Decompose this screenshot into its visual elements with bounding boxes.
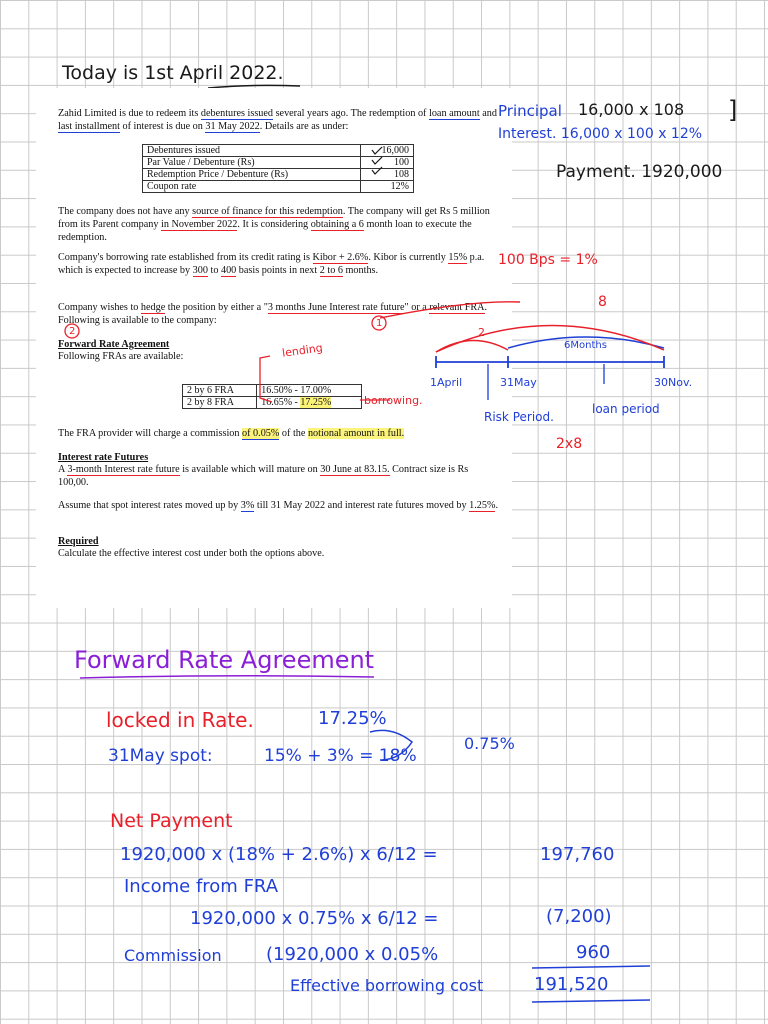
lending-label: lending [281,341,324,360]
locked-rate-label: locked in Rate. [106,708,254,732]
circle-label-2: 2 [69,326,76,337]
table-row: 2 by 8 FRA 16.65% - 17.25% [183,397,362,409]
timeline-1april: 1April [430,376,463,389]
spot-rate-label: 31May spot: [108,746,213,766]
six-months-label: 6Months [564,340,607,351]
borrowing-rate-paragraph: Company's borrowing rate established from its credit rating is Kibor + 2.6%. Kibor is currently 15% p.a. which is expected to increase by 300 to 400 basis points in next 2 to 6 months. [58,252,485,276]
income-result: (7,200) [546,906,612,927]
net-payment-label: Net Payment [110,810,233,832]
commission-calc: (1920,000 x 0.05% [266,944,439,965]
table-row: Debentures issued 16,000 [143,145,414,157]
intro-paragraph: Zahid Limited is due to redeem its debentures issued several years ago. The redemption of loan amount and last installment of interest is due on 31 May 2022. Details are as under: [58,108,497,132]
payment-note: Payment. 1920,000 [556,162,723,182]
bracket-mark: ] [728,96,738,124]
fra-heading: Forward Rate Agreement [58,339,170,350]
effective-cost-label: Effective borrowing cost [290,976,484,995]
net-payment-calc: 1920,000 x (18% + 2.6%) x 6/12 = [120,844,438,865]
work-title: Forward Rate Agreement [74,646,375,674]
table-row: 2 by 6 FRA 16.50% - 17.00% [183,385,362,397]
commission-paragraph: The FRA provider will charge a commission of 0.05% of the notional amount in full. [58,428,405,439]
required-text: Calculate the effective interest cost under both the options above. [58,548,325,559]
assume-paragraph: Assume that spot interest rates moved up by 3% till 31 May 2022 and interest rate futures moved by 1.25%. [58,500,498,511]
commission-label: Commission [124,946,222,965]
locked-rate-value: 17.25% [318,708,387,729]
principal-note: Principal [498,102,562,120]
interest-note: Interest. 16,000 x 100 x 12% [498,126,703,142]
bps-note: 100 Bps = 1% [498,252,598,268]
fra-subheading: Following FRAs are available: [58,351,184,362]
required-heading: Required [58,536,99,547]
principal-calc: 16,000 x 108 [578,100,685,119]
table-row: Coupon rate 12% [143,181,414,193]
risk-period-label: Risk Period. [484,410,554,424]
effective-cost-result: 191,520 [534,974,609,995]
net-payment-result: 197,760 [540,844,615,865]
table-row: Par Value / Debenture (Rs) 100 [143,157,414,169]
timeline-31may: 31May [500,376,537,389]
rate-difference: 0.75% [464,734,515,753]
timeline-30nov: 30Nov. [654,376,693,389]
commission-result: 960 [576,942,611,963]
debentures-text: debentures issued [200,108,274,119]
label-2: 2 [478,326,485,339]
borrowing-label: borrowing. [364,394,423,407]
irf-heading: Interest rate Futures [58,452,149,463]
date-note: Today is 1st April 2022. [62,62,284,84]
hedge-paragraph: Company wishes to hedge the position by either a "3 months June Interest rate future" or a relevant FRA. Following is available to the company: [58,302,488,326]
circle-label-1: 1 [376,318,383,329]
loan-period-label: loan period [592,402,660,416]
table-row: Redemption Price / Debenture (Rs) 108 [143,169,414,181]
income-calc: 1920,000 x 0.75% x 6/12 = [190,908,439,929]
irf-paragraph: A 3-month Interest rate future is available which will mature on 30 June at 83.15. Contract size is Rs 100,00. [58,464,469,488]
spot-rate-value: 15% + 3% = 18% [264,746,417,766]
income-label: Income from FRA [124,876,279,897]
two-by-eight-label: 2x8 [556,436,583,452]
label-8: 8 [598,294,607,310]
finance-paragraph: The company does not have any source of finance for this redemption. The company will get Rs 5 million from its Parent company in November 2022. It is considering obtaining a 6 month loan to execute the redemption. [58,206,490,243]
